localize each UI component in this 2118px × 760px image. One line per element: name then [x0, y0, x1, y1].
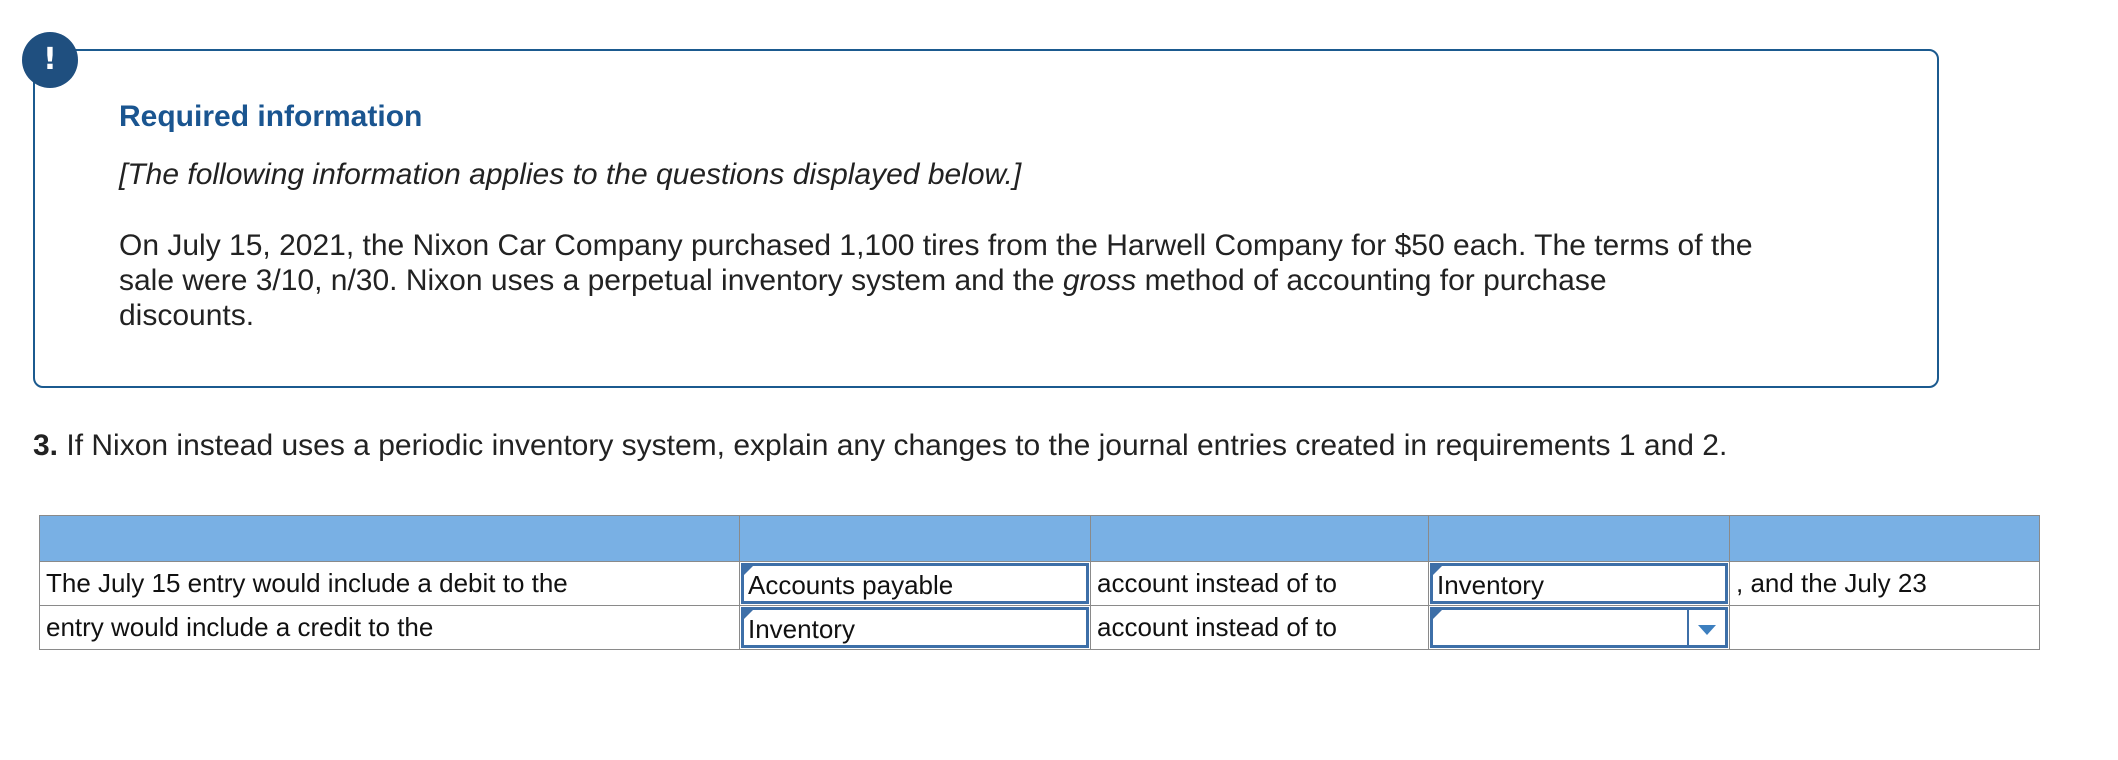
info-body-line-2-before: sale were 3/10, n/30. Nixon uses a perpetual inventory system and the — [119, 264, 1063, 297]
row2-select-1-cell — [740, 606, 1091, 650]
answer-table — [39, 515, 2040, 650]
row1-select-1[interactable] — [741, 563, 1089, 604]
question-body: If Nixon instead uses a periodic inventory system, explain any changes to the journal entries created in requirements 1 and 2. — [58, 429, 1728, 462]
alert-icon: ! — [22, 32, 78, 88]
header-cell — [1429, 516, 1730, 562]
info-note: [The following information applies to the questions displayed below.] — [119, 158, 1022, 191]
header-cell — [40, 516, 740, 562]
chevron-down-icon[interactable] — [1698, 625, 1716, 635]
row1-select-1-value: Accounts payable — [748, 570, 954, 600]
row2-select-1-value: Inventory — [748, 614, 855, 644]
info-body-emphasis: gross — [1062, 264, 1137, 297]
info-body-line-3: discounts. — [119, 299, 255, 332]
row1-text-3: , and the July 23 — [1730, 562, 2040, 606]
row2-text-2: account instead of to — [1091, 606, 1429, 650]
info-title: Required information — [119, 100, 423, 133]
row1-select-2-cell — [1429, 562, 1730, 606]
header-cell — [740, 516, 1091, 562]
answer-row-2 — [40, 606, 2040, 650]
answer-flag-icon — [1432, 609, 1443, 620]
header-cell — [1730, 516, 2040, 562]
question-text — [33, 429, 1727, 463]
answer-table-header-row — [40, 516, 2040, 562]
answer-flag-icon — [1432, 565, 1443, 576]
info-body-line-1: On July 15, 2021, the Nixon Car Company purchased 1,100 tires from the Harwell Company for $50 each. The terms of the — [119, 229, 1753, 262]
row2-text-1: entry would include a credit to the — [40, 606, 740, 650]
info-body-line-2-after: method of accounting for purchase — [1136, 264, 1607, 297]
row1-text-1: The July 15 entry would include a debit to the — [40, 562, 740, 606]
row2-select-2-dropdown[interactable] — [1430, 607, 1728, 648]
answer-flag-icon — [743, 565, 754, 576]
header-cell — [1091, 516, 1429, 562]
answer-row-1 — [40, 562, 2040, 606]
row2-text-3 — [1730, 606, 2040, 650]
question-number: 3. — [33, 429, 59, 462]
row2-select-1[interactable] — [741, 607, 1089, 648]
row1-select-1-cell — [740, 562, 1091, 606]
row2-select-2-cell — [1429, 606, 1730, 650]
info-body — [119, 228, 1879, 333]
dropdown-divider — [1687, 610, 1689, 645]
answer-flag-icon — [743, 609, 754, 620]
row1-select-2-value: Inventory — [1437, 570, 1544, 600]
row1-text-2: account instead of to — [1091, 562, 1429, 606]
row1-select-2[interactable] — [1430, 563, 1728, 604]
